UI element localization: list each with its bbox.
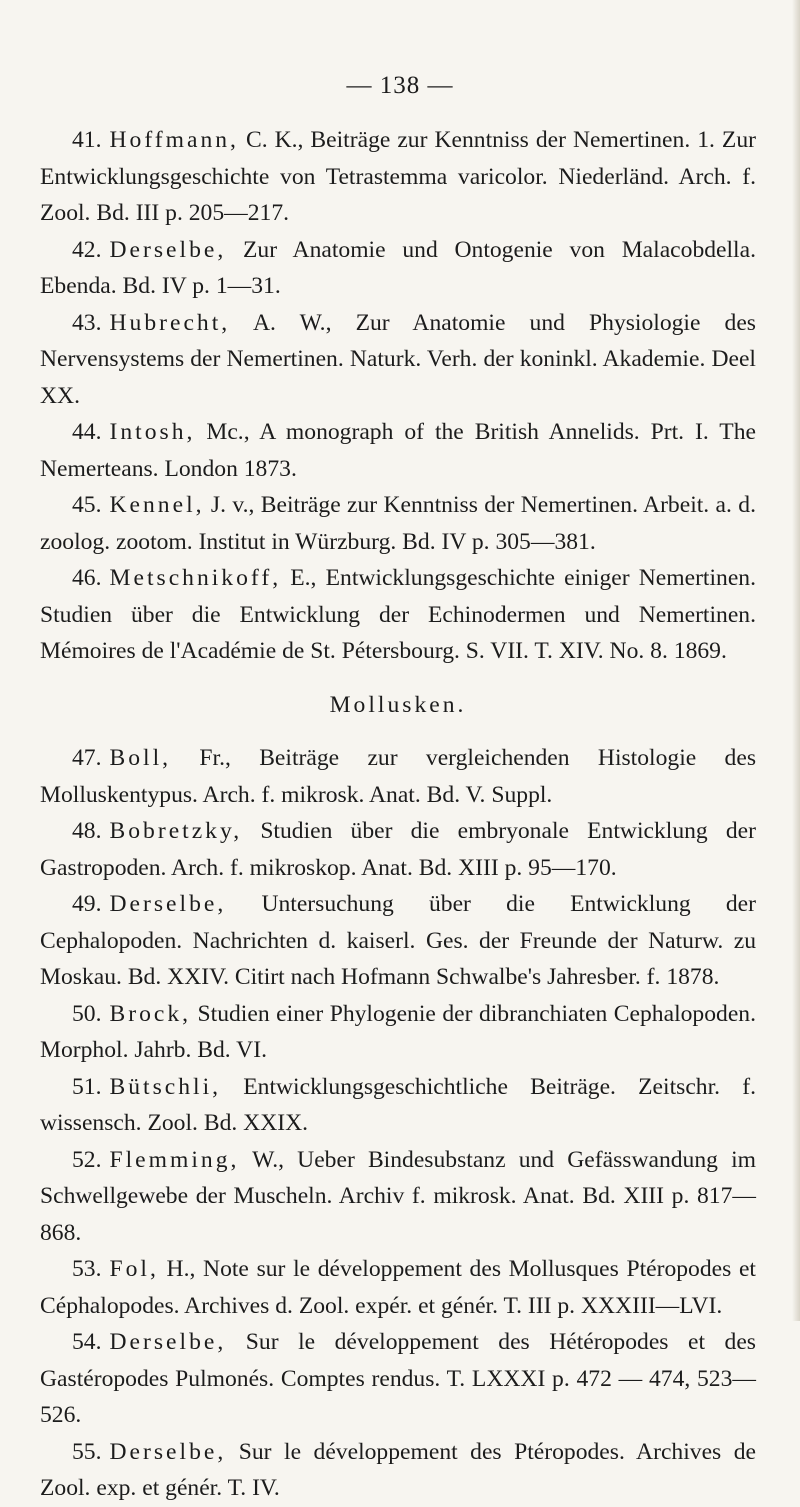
reference-author: Hoffmann, [109,127,239,153]
reference-entry [40,414,756,487]
reference-text: Untersuchung über die Entwicklung der Cephalopoden. Nachrichten d. kaiserl. Ges. der Freunde der Naturw. zu Moskau. Bd. XXIV. Citirt nach Hofmann Schwalbe's Jahresber. f. 1878. [40,891,756,990]
reference-author: Hubrecht, [109,309,231,336]
reference-author: Bobretzky, [109,818,243,844]
reference-author: Flemming, [109,1146,240,1173]
reference-entry [40,996,756,1069]
reference-number: 51. [72,1073,102,1100]
reference-number: 45. [72,492,102,518]
reference-entry [40,122,756,232]
reference-text: Fr., Beiträge zur vergleichenden Histologie des Molluskentypus. Arch. f. mikrosk. Anat. Bd. V. Suppl. [40,745,756,808]
reference-entry [40,886,756,996]
reference-author: Derselbe, [109,1438,227,1465]
reference-text: Studien über die embryonale Entwicklung der Gastropoden. Arch. f. mikroskop. Anat. Bd. XIII p. 95—170. [40,818,756,881]
reference-number: 46. [72,565,102,591]
bibliography [40,122,756,1507]
reference-number: 55. [72,1438,102,1465]
reference-number: 44. [72,419,102,445]
reference-author: Fol, [109,1256,159,1282]
reference-entry [40,1142,756,1252]
page-number: — 138 — [346,72,454,99]
reference-entry [40,740,756,813]
reference-number: 42. [72,236,102,263]
reference-entry [40,560,756,670]
reference-text: Sur le développement des Ptéropodes. Archives de Zool. exp. et génér. T. IV. [40,1438,756,1501]
reference-entry [40,232,756,305]
reference-entry [40,1324,756,1434]
reference-text: Studien einer Phylogenie der dibranchiaten Cephalopoden. Morphol. Jahrb. Bd. VI. [40,1000,756,1063]
reference-number: 41. [72,127,102,153]
reference-entry [40,1251,756,1324]
reference-text: E., Entwicklungsgeschichte einiger Nemertinen. Studien über die Entwicklung der Echinodermen und Nemertinen. Mémoires de l'Académie de St. Pétersbourg. S. VII. T. XIV. No. 8. 1869. [40,565,756,664]
reference-number: 49. [72,891,102,917]
section-heading-mollusken: Mollusken. [329,691,467,718]
reference-text: C. K., Beiträge zur Kenntniss der Nemertinen. 1. Zur Entwicklungsgeschichte von Tetrastemma varicolor. Niederländ. Arch. f. Zool. Bd. III p. 205—217. [40,127,756,226]
reference-text: H., Note sur le développement des Mollusques Ptéropodes et Céphalopodes. Archives d. Zool. expér. et génér. T. III p. XXXIII—LVI. [40,1256,756,1319]
page-edge-shadow [792,0,800,1321]
reference-number: 48. [72,818,102,844]
reference-text: W., Ueber Bindesubstanz und Gefässwandung im Schwellgewebe der Muscheln. Archiv f. mikrosk. Anat. Bd. XIII p. 817—868. [40,1146,756,1246]
reference-text: Sur le développement des Hétéropodes et des Gastéropodes Pulmonés. Comptes rendus. T. LXXXI p. 472 — 474, 523—526. [40,1329,756,1428]
reference-text: Entwicklungsgeschichtliche Beiträge. Zeitschr. f. wissensch. Zool. Bd. XXIX. [40,1073,756,1136]
reference-text: Mc., A monograph of the British Annelids. Prt. I. The Nemerteans. London 1873. [40,419,756,482]
entries-nemertinen [40,122,756,670]
reference-author: Derselbe, [109,891,227,917]
reference-number: 43. [72,309,102,336]
reference-entry [40,813,756,886]
reference-number: 54. [72,1329,102,1355]
reference-text: J. v., Beiträge zur Kenntniss der Nemertinen. Arbeit. a. d. zoolog. zootom. Institut in Würzburg. Bd. IV p. 305—381. [40,492,756,555]
reference-number: 53. [72,1256,102,1282]
reference-author: Brock, [109,1000,192,1027]
reference-entry [40,305,756,415]
reference-author: Derselbe, [109,1329,227,1355]
reference-number: 47. [72,745,102,771]
entries-mollusken [40,740,756,1507]
reference-author: Intosh, [109,419,196,445]
reference-text: A. W., Zur Anatomie und Physiologie des Nervensystems der Nemertinen. Naturk. Verh. der koninkl. Akademie. Deel XX. [40,309,756,409]
reference-entry [40,1434,756,1507]
reference-author: Boll, [109,745,172,771]
reference-text: Zur Anatomie und Ontogenie von Malacobdella. Ebenda. Bd. IV p. 1—31. [40,236,756,299]
reference-author: Derselbe, [109,236,227,263]
reference-author: Kennel, [109,492,205,518]
reference-entry [40,1069,756,1142]
reference-entry [40,487,756,560]
reference-number: 50. [72,1000,102,1027]
reference-number: 52. [72,1146,102,1173]
reference-author: Bütschli, [109,1073,222,1100]
reference-author: Metschnikoff, [109,565,282,591]
